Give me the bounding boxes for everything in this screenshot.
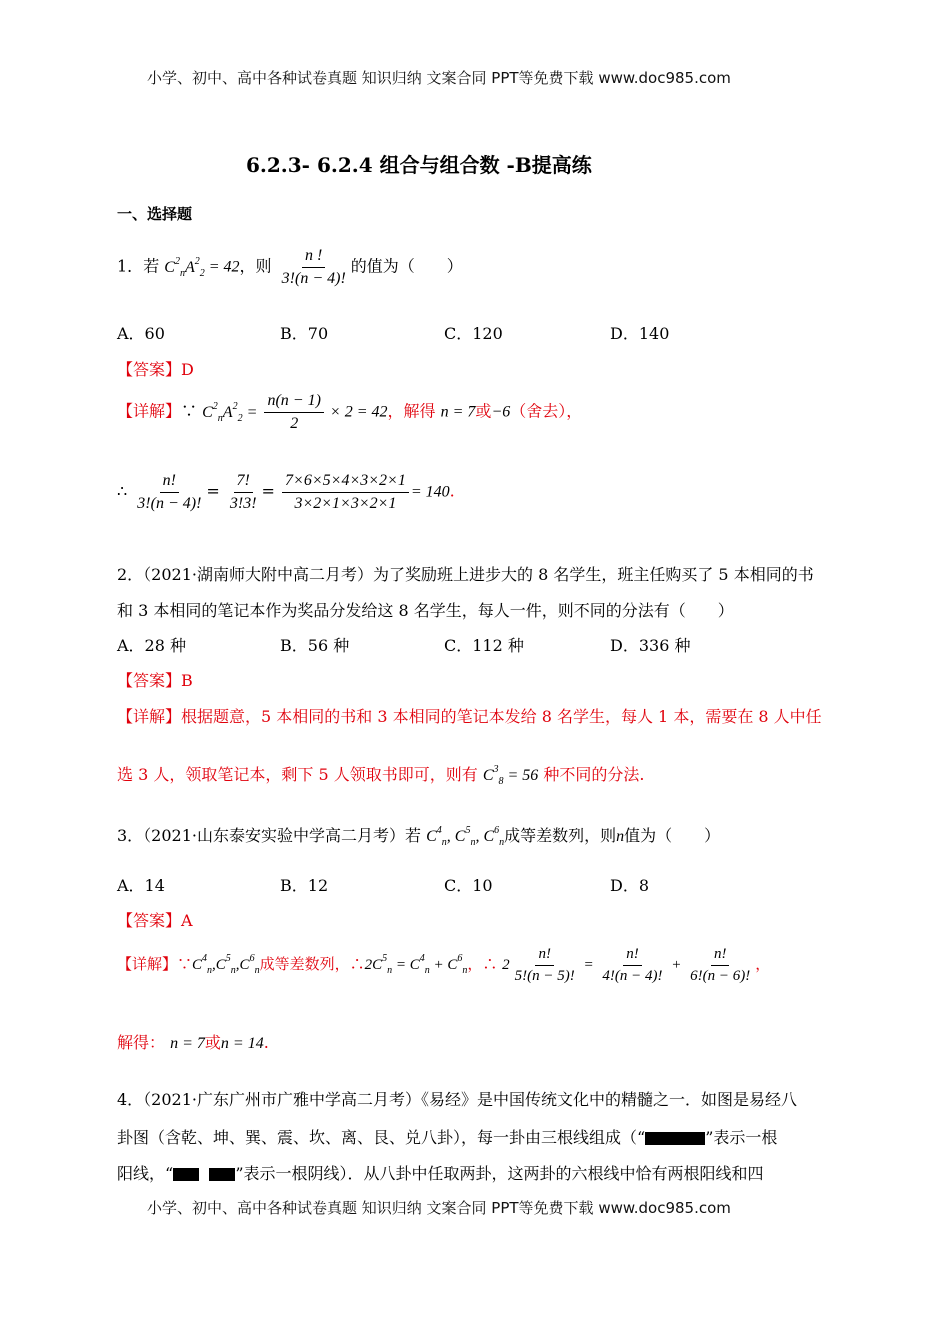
q3-option-c: C．10 [444,876,493,895]
q1-option-a: A．60 [117,324,165,343]
q2-option-c: C．112 种 [444,636,524,655]
q1-fraction: $\frac{n !}{3!(n - 4)!}$ [281,247,346,287]
q3-detail: 【详解】$\because C^4_n,C^5_n,C^6_n$成等差数列，$\therefore 2C^5_n = C^4_n + C^6_n$，∴ 2 $\frac{n!}{5!(n - 5)!}$ = $\frac{n!}{4!(n - 4)!}$ + $\frac{n!}{6!(n - 6)!}$ ， [117,946,771,984]
q1-detail: 【详解】∵ $C^2_nA^2_2$ = $\frac{n(n - 1)}{2}$ × 2 = 42，解得 n = 7或−6（舍去）， [117,392,583,432]
question-2-line1: 2．（2021·湖南师大附中高二月考）为了奖励班上进步大的 8 名学生，班主任购买了 5 本相同的书 [117,565,814,584]
q2-option-b: B．56 种 [280,636,350,655]
q1-option-d: D．140 [610,324,670,343]
q3-option-d: D．8 [610,876,650,895]
q2-option-a: A．28 种 [117,636,187,655]
page-title: 6.2.3- 6.2.4 组合与组合数 -B提高练 [246,153,592,177]
q1-option-b: B．70 [280,324,329,343]
q2-option-d: D．336 种 [610,636,691,655]
page-footer: 小学、初中、高中各种试卷真题 知识归纳 文案合同 PPT等免费下载 www.doc985.com [147,1199,731,1217]
q2-detail-line2: 选 3 人，领取笔记本，剩下 5 人领取书即可，则有 $C^3_8 = 56$ 种不同的分法. [117,764,645,787]
question-4-line3: 阳线，“ ”表示一根阴线）．从八卦中任取两卦，这两卦的六根线中恰有两根阳线和四 [117,1164,764,1183]
q2-detail-line1: 【详解】根据题意，5 本相同的书和 3 本相同的笔记本发给 8 名学生，每人 1 本，需要在 8 人中任 [117,707,822,726]
q3-solution: 解得： n = 7或n = 14. [117,1033,269,1052]
question-2-line2: 和 3 本相同的笔记本作为奖品分发给这 8 名学生，每人一件，则不同的分法有（ ） [117,601,734,620]
yin-line-right [209,1168,235,1181]
q1-answer: 【答案】D [117,360,194,379]
q1-option-c: C．120 [444,324,503,343]
section-heading: 一、选择题 [117,205,193,223]
q3-option-b: B．12 [280,876,329,895]
q2-answer: 【答案】B [117,671,193,690]
yin-line-left [173,1168,199,1181]
question-3: 3．（2021·山东泰安实验中学高二月考）若 $C^4_n$, $C^5_n$, $C^6_n$成等差数列，则n值为（ ） [117,825,721,848]
yang-line-symbol [645,1132,705,1145]
question-4-line2: 卦图（含乾、坤、巽、震、坎、离、艮、兑八卦），每一卦由三根线组成（“ ”表示一根 [117,1128,778,1147]
question-1: 1．若 $C^2_nA^2_2 = 42$，则 $\frac{n !}{3!(n - 4)!}$ 的值为（ ） [117,247,463,287]
question-4-line1: 4．（2021·广东广州市广雅中学高二月考）《易经》是中国传统文化中的精髓之一．如图是易经八 [117,1090,797,1109]
q1-computation: ∴ $\frac{n!}{3!(n - 4)!}$ = $\frac{7!}{3!3!}$ = $\frac{7\times 6\times 5\times 4\times 3\times 2\times 1}{3\times 2\times 1\times 3\times 2\times 1}$ = 140. [117,472,455,512]
page-header: 小学、初中、高中各种试卷真题 知识归纳 文案合同 PPT等免费下载 www.doc985.com [147,69,731,87]
q3-option-a: A．14 [117,876,165,895]
q3-answer: 【答案】A [117,911,193,930]
